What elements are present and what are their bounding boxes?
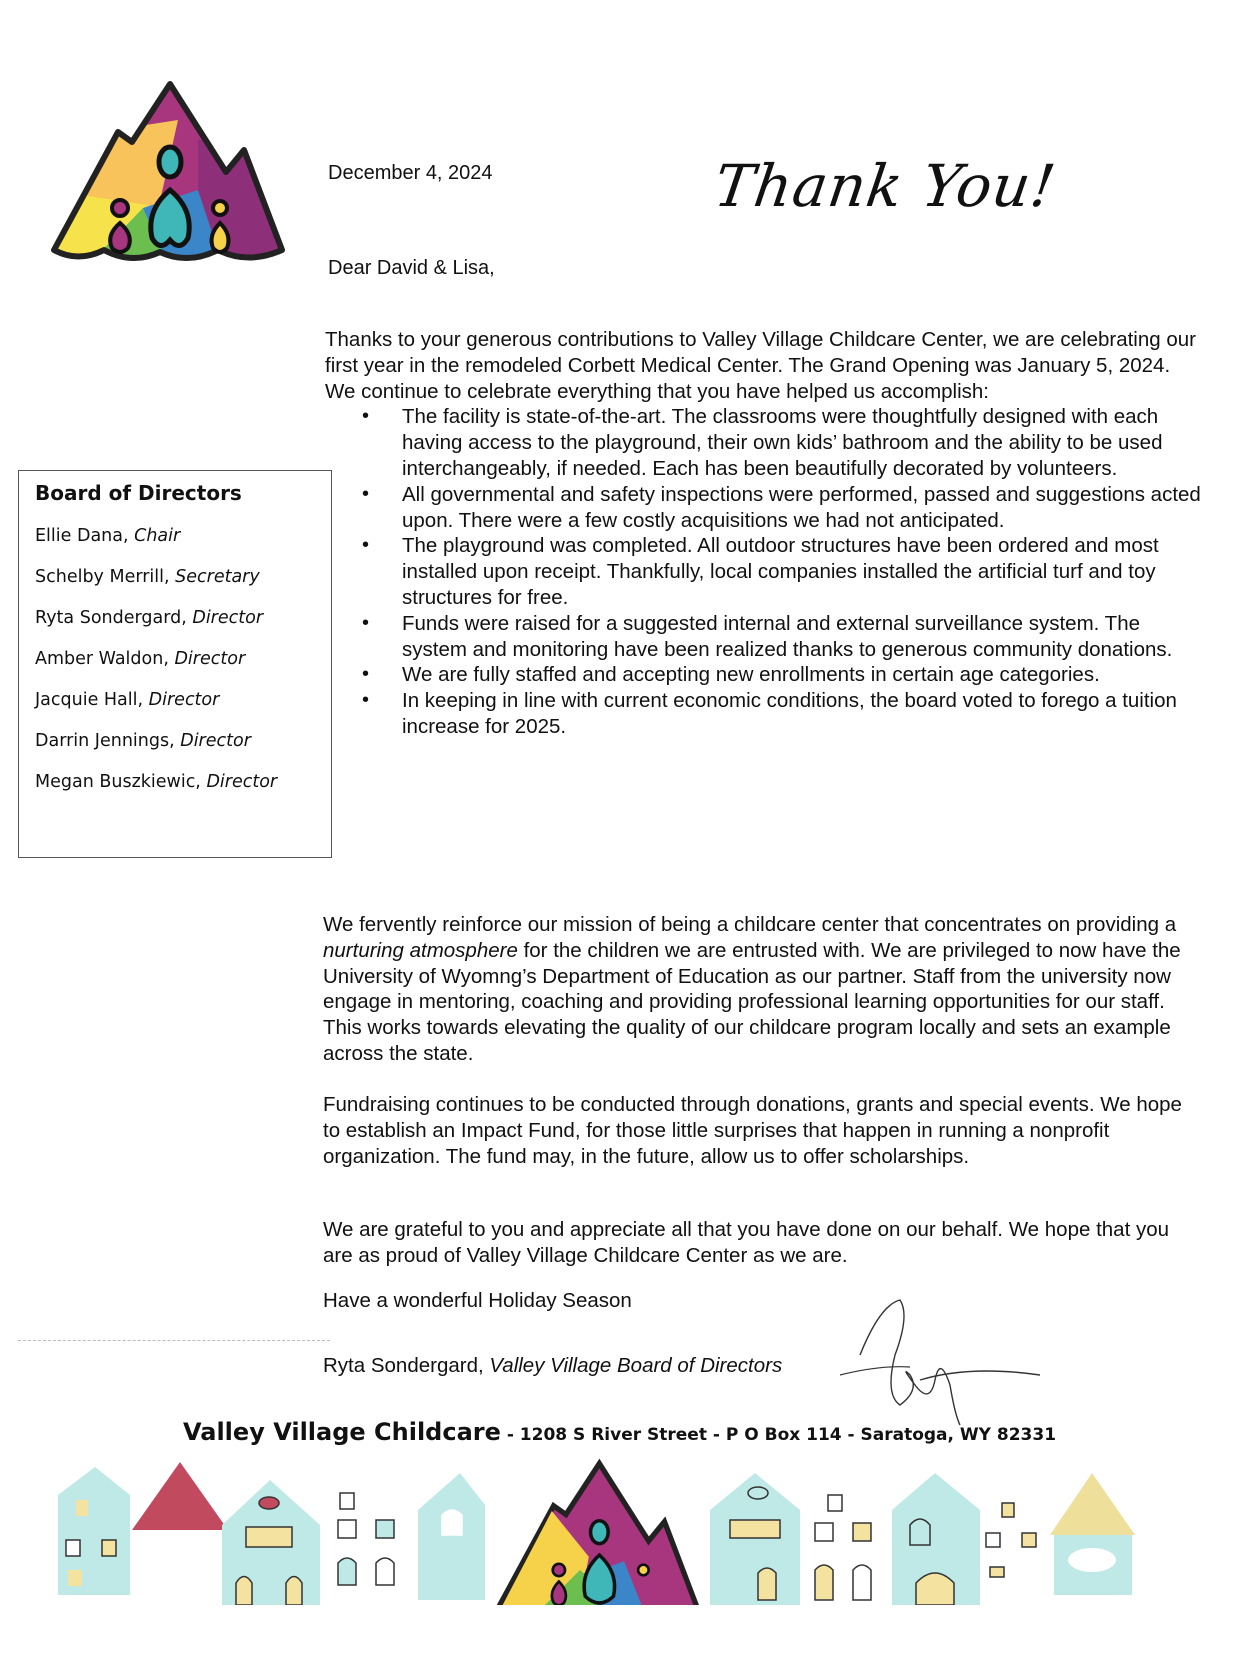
signer-title: Valley Village Board of Directors (489, 1354, 783, 1377)
member-name: Ryta Sondergard, (35, 608, 193, 628)
list-item: • Funds were raised for a suggested internal and external surveillance system. The system and monitoring have been realized thanks to generous community donations. (402, 611, 1205, 663)
board-member (35, 772, 277, 792)
member-role: Chair (134, 526, 181, 546)
valley-village-logo (48, 80, 288, 265)
list-item: • In keeping in line with current economic conditions, the board voted to forego a tuition increase for 2025. (402, 688, 1205, 740)
gratitude-paragraph: We are grateful to you and appreciate all that you have done on our behalf. We hope that you are as proud of Valley Village Childcare Center as we are. (323, 1218, 1170, 1267)
member-name: Megan Buszkiewic, (35, 772, 207, 792)
member-name: Darrin Jennings, (35, 731, 181, 751)
member-name: Ellie Dana, (35, 526, 135, 546)
thank-you-heading: Thank You! (710, 152, 1061, 220)
letter-body (325, 327, 1205, 740)
member-role: Secretary (175, 567, 260, 587)
footer-org-name: Valley Village Childcare (183, 1418, 501, 1446)
board-member (35, 608, 263, 628)
village-houses-illustration (40, 1455, 1190, 1605)
member-name: Amber Waldon, (35, 649, 175, 669)
member-role: Director (148, 690, 220, 710)
mission-emphasis: nurturing atmosphere (323, 938, 518, 962)
member-role: Director (192, 608, 264, 628)
mission-text-2: for the children we are entrusted with. We are privileged to now have the University of Wyomng’s Department of Education as our partner. Staff from the university now engage in mentoring, coaching and providing professional learning opportunities for our staff. This works towards elevating the quality of our childcare program locally and sets an example across the state. (323, 938, 1181, 1065)
intro-paragraph: Thanks to your generous contributions to Valley Village Childcare Center, we are celebrating our first year in the remodeled Corbett Medical Center. The Grand Opening was January 5, 2024. We continue to celebrate everything that you have helped us accomplish: (325, 328, 1196, 403)
signer-name: Ryta Sondergard, (323, 1354, 490, 1377)
board-member (35, 690, 219, 710)
member-role: Director (180, 731, 251, 751)
board-member (35, 567, 260, 587)
board-title: Board of Directors (35, 481, 242, 505)
member-name: Jacquie Hall, (35, 690, 149, 710)
board-of-directors-box (18, 470, 332, 858)
footer-address-line: - 1208 S River Street - P O Box 114 - Saratoga, WY 82331 (500, 1425, 1057, 1445)
member-name: Schelby Merrill, (35, 567, 176, 587)
fundraising-paragraph: Fundraising continues to be conducted through donations, grants and special events. We hope to establish an Impact Fund, for those little surprises that happen in running a nonprofit organization. The fund may, in the future, allow us to offer scholarships. (323, 1093, 1182, 1168)
footer-address (183, 1418, 1056, 1446)
accomplishments-list (325, 404, 1205, 739)
closing-line: Have a wonderful Holiday Season (323, 1289, 632, 1312)
board-member (35, 526, 180, 546)
board-member (35, 649, 245, 669)
list-item: • The playground was completed. All outdoor structures have been ordered and most installed upon receipt. Thankfully, local companies installed the artificial turf and toy structures for free. (402, 533, 1205, 610)
list-item: • All governmental and safety inspections were performed, passed and suggestions acted upon. There were a few costly acquisitions we had not anticipated. (402, 482, 1205, 534)
list-item: • We are fully staffed and accepting new enrollments in certain age categories. (402, 662, 1205, 688)
handwritten-signature (840, 1295, 1060, 1430)
salutation: Dear David & Lisa, (328, 257, 495, 279)
list-item: • The facility is state-of-the-art. The classrooms were thoughtfully designed with each having access to the playground, their own kids’ bathroom and the ability to be used interchangeably, if needed. Each has been beautifully decorated by volunteers. (402, 404, 1205, 481)
member-role: Director (206, 772, 278, 792)
letter-date: December 4, 2024 (328, 162, 493, 184)
member-role: Director (174, 649, 246, 669)
mission-paragraph (323, 912, 1203, 1067)
mission-text-1: We fervently reinforce our mission of being a childcare center that concentrates on providing a (323, 913, 1177, 936)
board-member (35, 731, 251, 751)
signer-line (323, 1354, 782, 1378)
divider (18, 1340, 330, 1341)
